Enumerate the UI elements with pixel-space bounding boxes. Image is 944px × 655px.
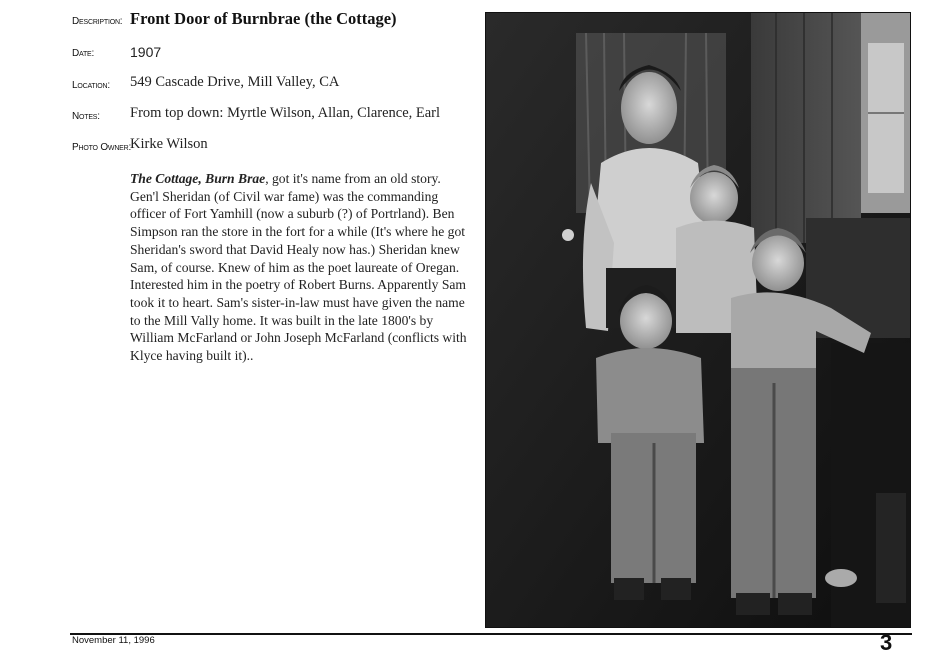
date-row: [72, 42, 472, 64]
notes-row: [72, 105, 472, 127]
location-label: Location:: [72, 80, 110, 91]
footer-rule: [70, 633, 912, 635]
photo-illustration: [486, 13, 910, 627]
description-label: Description:: [72, 16, 123, 27]
historic-photograph: [485, 12, 911, 628]
story-body: , got it's name from an old story. Gen'l Sheridan (of Civil war fame) was the commanding officer of Fort Yamhill (now a suburb (?) of Portrland). Ben Simpson ran the store in the fort for a while (It's where he got Sheridan's sword that David Healy now has.) Sheridan knew Sam, of course. Knew of him as the poet laureate of Oregan. Interested him in the poetry of Robert Burns. Apparently Sam took it to heart. Sam's sister-in-law must have given the name to the Mill Vally home. It was built in the late 1800's by William McFarland or John Joseph McFarland (conflicts with Klyce having built it)..: [130, 171, 467, 364]
footer-date: November 11, 1996: [72, 635, 155, 646]
page-number: 3: [880, 630, 893, 655]
description-row: [72, 10, 472, 32]
notes-value: From top down: Myrtle Wilson, Allan, Clarence, Earl: [130, 105, 441, 121]
date-label: Date:: [72, 48, 95, 59]
story-lead: The Cottage, Burn Brae: [130, 171, 266, 186]
location-row: [72, 74, 472, 96]
photo-owner-value: Kirke Wilson: [130, 136, 208, 152]
date-value: 1907: [130, 44, 162, 60]
photo-owner-label: Photo Owner:: [72, 142, 132, 153]
story-paragraph: [130, 170, 470, 365]
location-value: 549 Cascade Drive, Mill Valley, CA: [130, 74, 340, 90]
notes-label: Notes:: [72, 111, 100, 122]
description-value: Front Door of Burnbrae (the Cottage): [130, 9, 397, 28]
photo-owner-row: [72, 136, 472, 158]
